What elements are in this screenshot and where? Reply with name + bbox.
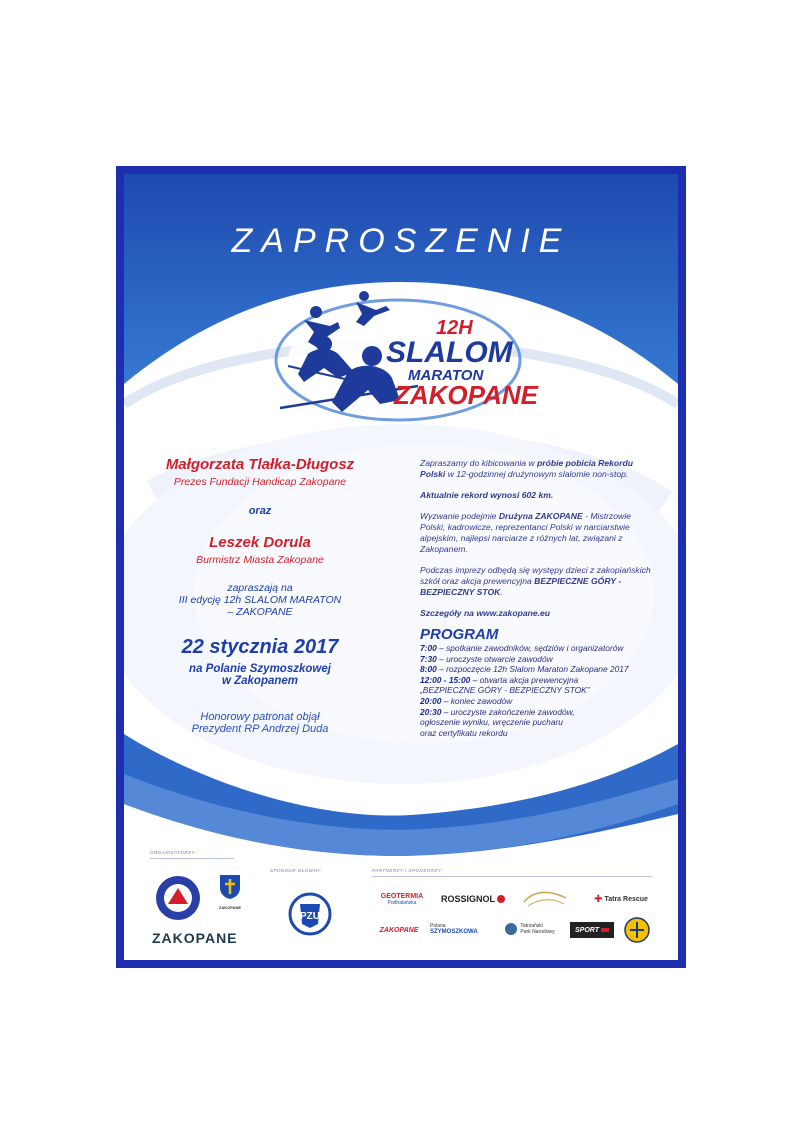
logo-maraton: MARATON: [408, 367, 484, 384]
invitation-right: [420, 458, 652, 738]
program-text: – otwarta akcja prewencyjna: [470, 674, 579, 685]
sport-logo: SPORT: [570, 922, 614, 938]
handicap-foundation-logo: [154, 874, 202, 922]
partners-caption: PARTNERZY I SPONSORZY:: [372, 868, 443, 873]
polana-szymoszkowa-logo: Polana SZYMOSZKOWA: [430, 923, 478, 935]
organizers-divider: [150, 858, 234, 859]
paragraph-record: Zapraszamy do kibicowania w próbie pobicia Rekordu Polski w 12-godzinnej drużynowym slalomie non-stop.: [420, 458, 634, 479]
paragraph-current-record: Aktualnie rekord wynosi 602 km.: [420, 490, 554, 500]
program-time: 8:00: [420, 664, 437, 675]
patron-line2: Prezydent RP Andrzej Duda: [191, 723, 329, 735]
program-text: – uroczyste otwarcie zawodów: [436, 653, 553, 664]
rossignol-logo: ROSSIGNOL: [440, 890, 506, 908]
program-item: [420, 728, 652, 739]
host2-name: Leszek Dorula: [209, 534, 311, 551]
zakopane-crest-icon: [219, 874, 241, 900]
program-item: [420, 654, 652, 665]
program-text: – koniec zawodów: [441, 695, 513, 706]
zakopane-red-logo: ZAKOPANE: [379, 926, 419, 934]
program-item: [420, 664, 652, 675]
and-text: oraz: [248, 505, 272, 517]
host1-name: Małgorzata Tlałka-Długosz: [165, 456, 355, 473]
main-sponsor-caption: SPONSOR GŁÓWNY:: [270, 868, 323, 873]
program-item: [420, 717, 652, 728]
paragraph-team: Wyzwanie podejmie Drużyna ZAKOPANE - Mistrzowie Polski, kadrowicze, reprezentanci Polski w narciarstwie alpejskim, najlepsi narciarze z różnych lat, związani z Zakopanem.: [420, 511, 631, 554]
program-item: [420, 685, 652, 696]
program-text: oraz certyfikatu rekordu: [420, 727, 508, 738]
place-line1: na Polanie Szymoszkowej: [189, 663, 331, 675]
topr-badge-logo: [624, 916, 650, 944]
invite-line3: – ZAKOPANE: [227, 606, 293, 618]
program-time: 20:00: [420, 695, 442, 706]
program-time: 20:30: [420, 706, 442, 717]
poster-frame: [116, 166, 686, 968]
tatra-rescue-logo: ✚ Tatra Rescue: [594, 893, 648, 905]
place-line2: w Zakopanem: [221, 675, 299, 687]
paragraph-event: Podczas imprezy odbędą się występy dzieci z zakopiańskich szkół oraz akcja prewencyjna BEZPIECZNE GÓRY - BEZPIECZNY STOK.: [420, 565, 651, 597]
program-item: [420, 675, 652, 686]
logo-slalom: SLALOM: [386, 336, 513, 369]
event-logo: [268, 282, 548, 422]
program-text: ogłoszenie wyniku, wręczenie pucharu: [420, 717, 563, 728]
program-item: [420, 643, 652, 654]
organizers-caption: ORGANIZATORZY:: [150, 850, 197, 855]
program-time: 12:00 - 15:00: [420, 674, 471, 685]
program-item: [420, 696, 652, 707]
program-title: PROGRAM: [420, 626, 499, 643]
program-text: – uroczyste zakończenie zawodów,: [441, 706, 575, 717]
program-time: 7:30: [420, 653, 437, 664]
paragraph-details: Szczegóły na www.zakopane.eu: [420, 608, 551, 618]
invite-line2: III edycję 12h SLALOM MARATON: [178, 594, 342, 606]
zakopane-crest: ZAKOPANE: [210, 874, 250, 910]
geotermia-logo: GEOTERMIA Podhalańska: [380, 892, 424, 906]
zakopane-logo: ZAKOPANE: [152, 930, 238, 946]
program-time: 7:00: [420, 643, 437, 653]
host2-role: Burmistrz Miasta Zakopane: [196, 554, 324, 566]
poster-title: ZAPROSZENIE: [231, 222, 571, 260]
poster-body: [124, 174, 678, 960]
program-text: „BEZPIECZNE GÓRY - BEZPIECZNY STOK”: [420, 685, 590, 696]
invite-line1: zapraszają na: [227, 582, 293, 594]
program-text: – rozpoczęcie 12h Slalom Maraton Zakopane 2017: [436, 664, 629, 675]
svg-text:PZU: PZU: [300, 911, 320, 922]
partners-divider: [372, 876, 652, 877]
program-text: – spotkanie zawodników, sędziów i organizatorów: [436, 643, 624, 653]
patron-line1: Honorowy patronat objął: [200, 711, 320, 723]
logo-12h: 12H: [436, 317, 473, 339]
event-date: 22 stycznia 2017: [181, 636, 339, 658]
logo-zakopane: ZAKOPANE: [394, 380, 538, 410]
host1-role: Prezes Fundacji Handicap Zakopane: [173, 476, 347, 488]
hotel-logo: [520, 886, 570, 910]
program-list: [420, 643, 652, 738]
pzu-logo: [288, 892, 332, 936]
program-item: [420, 707, 652, 718]
tpn-logo: Tatrzański Park Narodowy: [498, 918, 562, 940]
invitation-left: [124, 456, 396, 735]
